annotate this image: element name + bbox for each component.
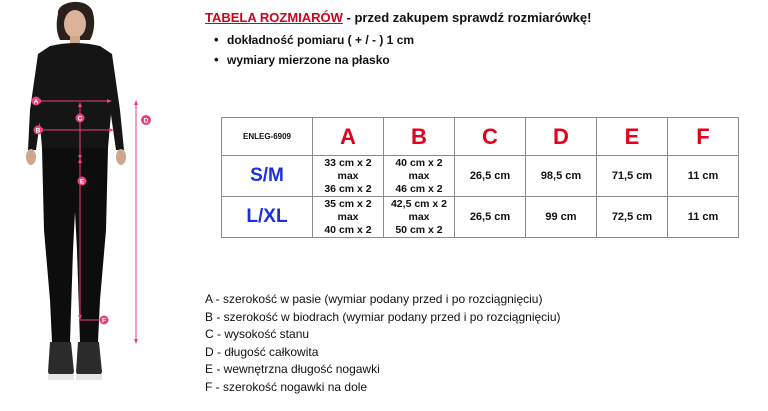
cell-d: 99 cm: [526, 197, 597, 238]
legend-item: B - szerokość w biodrach (wymiar podany przed i po rozciągnięciu): [205, 309, 561, 324]
table-row: [222, 156, 739, 197]
measurement-legend: [205, 291, 561, 396]
title-highlight: TABELA ROZMIARÓW: [205, 10, 343, 25]
size-table: [221, 117, 739, 238]
note-item: • dokładność pomiaru ( + / - ) 1 cm: [214, 30, 725, 50]
legend-item: D - długość całkowita: [205, 344, 319, 359]
marker-b: [34, 126, 43, 135]
cell-a: 35 cm x 2 max 40 cm x 2: [313, 197, 384, 238]
marker-e: [78, 177, 87, 186]
cell-f: 11 cm: [668, 156, 739, 197]
cell-f: 11 cm: [668, 197, 739, 238]
svg-text:C: C: [77, 115, 83, 123]
svg-text:B: B: [35, 127, 41, 135]
column-header-f: F: [668, 118, 739, 156]
cell-a: 33 cm x 2 max 36 cm x 2: [313, 156, 384, 197]
column-header-b: B: [384, 118, 455, 156]
cell-b: 42,5 cm x 2 max 50 cm x 2: [384, 197, 455, 238]
cell-c: 26,5 cm: [455, 197, 526, 238]
svg-text:D: D: [143, 117, 149, 125]
legend-item: C - wysokość stanu: [205, 327, 310, 341]
product-code: ENLEG-6909: [222, 118, 313, 156]
svg-text:F: F: [102, 317, 106, 325]
cell-e: 72,5 cm: [597, 197, 668, 238]
model-figure: [0, 0, 200, 411]
legend-item: A - szerokość w pasie (wymiar podany przed i po rozciągnięciu): [205, 292, 543, 306]
column-header-e: E: [597, 118, 668, 156]
column-header-c: C: [455, 118, 526, 156]
notes-list: [214, 30, 725, 70]
cell-d: 98,5 cm: [526, 156, 597, 197]
size-chart-header: [205, 10, 725, 70]
marker-f: [100, 316, 109, 325]
page-title: [205, 10, 725, 25]
cell-c: 26,5 cm: [455, 156, 526, 197]
marker-d: [141, 115, 151, 125]
marker-a: [32, 97, 41, 106]
title-rest: - przed zakupem sprawdź rozmiarówkę!: [342, 10, 592, 25]
note-item: • wymiary mierzone na płasko: [214, 50, 725, 70]
legend-item: E - wewnętrzna długość nogawki: [205, 362, 380, 376]
marker-c: [76, 114, 85, 123]
table-header-row: [222, 118, 739, 156]
cell-e: 71,5 cm: [597, 156, 668, 197]
svg-text:E: E: [79, 178, 85, 186]
legend-item: F - szerokość nogawki na dole: [205, 379, 368, 394]
model-illustration: [0, 0, 200, 411]
size-label: L/XL: [222, 197, 313, 238]
column-header-a: A: [313, 118, 384, 156]
size-label: S/M: [222, 156, 313, 197]
table-row: [222, 197, 739, 238]
column-header-d: D: [526, 118, 597, 156]
svg-text:A: A: [33, 98, 39, 106]
cell-b: 40 cm x 2 max 46 cm x 2: [384, 156, 455, 197]
